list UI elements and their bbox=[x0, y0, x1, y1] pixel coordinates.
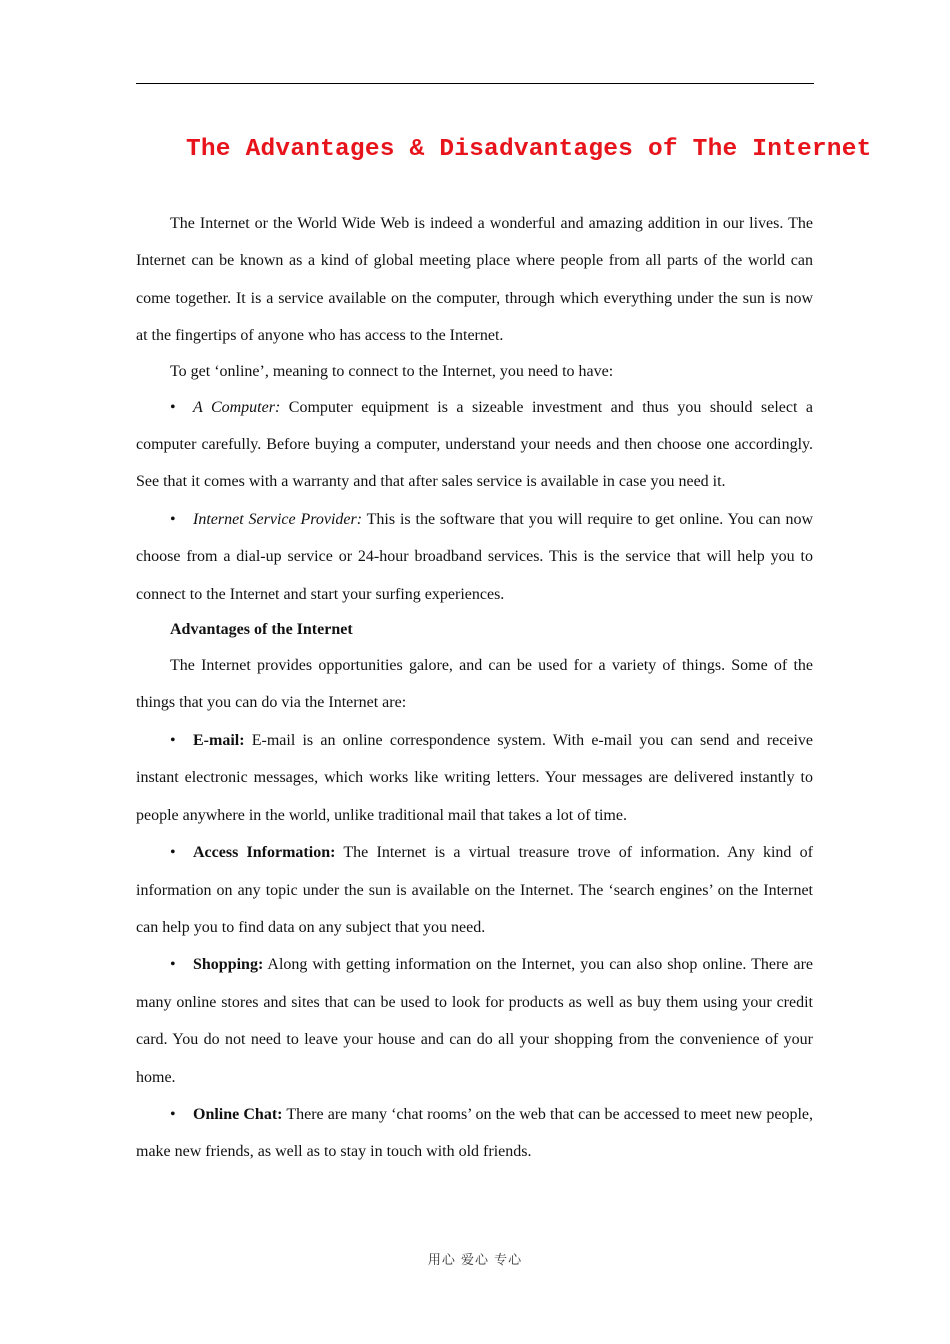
advantage-term: Shopping: bbox=[193, 956, 264, 974]
page-footer: 用心 爱心 专心 bbox=[427, 1253, 523, 1268]
requirement-item-isp bbox=[136, 501, 813, 613]
advantage-term: Online Chat: bbox=[193, 1105, 283, 1123]
requirement-text: Computer equipment is a sizeable investment and thus you should select a computer carefully. Before buying a computer, understand your needs and then choose one accordingly. See that it comes with a warranty and that after sales service is available in case you need it. bbox=[136, 398, 814, 491]
advantage-text: E-mail is an online correspondence system. With e-mail you can send and receive instant electronic messages, which works like writing letters. Your messages are delivered instantly to people anywhere in the world, unlike traditional mail that takes a lot of time. bbox=[136, 731, 813, 824]
bullet-icon: • bbox=[170, 844, 176, 862]
advantage-text: Along with getting information on the Internet, you can also shop online. There are many online stores and sites that can be used to look for products as well as buy them using your credit card. You do not need to leave your house and can do all your shopping from the convenience of your home. bbox=[136, 956, 813, 1086]
get-online-paragraph: To get ‘online’, meaning to connect to the Internet, you need to have: bbox=[170, 362, 614, 380]
bullet-icon: • bbox=[170, 731, 176, 749]
advantage-item-online-chat bbox=[136, 1096, 813, 1171]
requirement-term: Internet Service Provider: bbox=[193, 510, 363, 528]
advantage-term: Access Information: bbox=[193, 844, 336, 862]
header-rule bbox=[136, 83, 814, 84]
requirement-term: A Computer: bbox=[193, 398, 281, 416]
advantage-text: There are many ‘chat rooms’ on the web that can be accessed to meet new people, make new friends, as well as to stay in touch with old friends. bbox=[136, 1105, 814, 1161]
bullet-icon: • bbox=[170, 510, 176, 528]
advantages-intro-paragraph: The Internet provides opportunities galore, and can be used for a variety of things. Some of the things that you can do via the Internet are: bbox=[136, 657, 813, 712]
advantage-item-shopping bbox=[136, 946, 813, 1096]
advantage-item-email bbox=[136, 722, 813, 834]
requirement-text: This is the software that you will require to get online. You can now choose from a dial-up service or 24-hour broadband services. This is the service that will help you to connect to the Internet and start your surfing experiences. bbox=[136, 510, 813, 603]
bullet-icon: • bbox=[170, 956, 176, 974]
requirement-item-computer bbox=[136, 389, 813, 501]
document-body bbox=[136, 205, 813, 1171]
advantages-heading: Advantages of the Internet bbox=[170, 621, 353, 639]
bullet-icon: • bbox=[170, 1105, 176, 1123]
document-title: The Advantages & Disadvantages of The Internet bbox=[186, 136, 872, 163]
advantage-text: The Internet is a virtual treasure trove of information. Any kind of information on any topic under the sun is available on the Internet. The ‘search engines’ on the Internet can help you to find data on any subject that you need. bbox=[136, 844, 813, 936]
bullet-icon: • bbox=[170, 398, 176, 416]
advantage-item-access-information bbox=[136, 834, 813, 946]
intro-paragraph: The Internet or the World Wide Web is indeed a wonderful and amazing addition in our lives. The Internet can be known as a kind of global meeting place where people from all parts of the world can come together. It is a service available on the computer, through which everything under the sun is now at the fingertips of anyone who has access to the Internet. bbox=[136, 215, 813, 345]
advantage-term: E-mail: bbox=[193, 731, 245, 749]
